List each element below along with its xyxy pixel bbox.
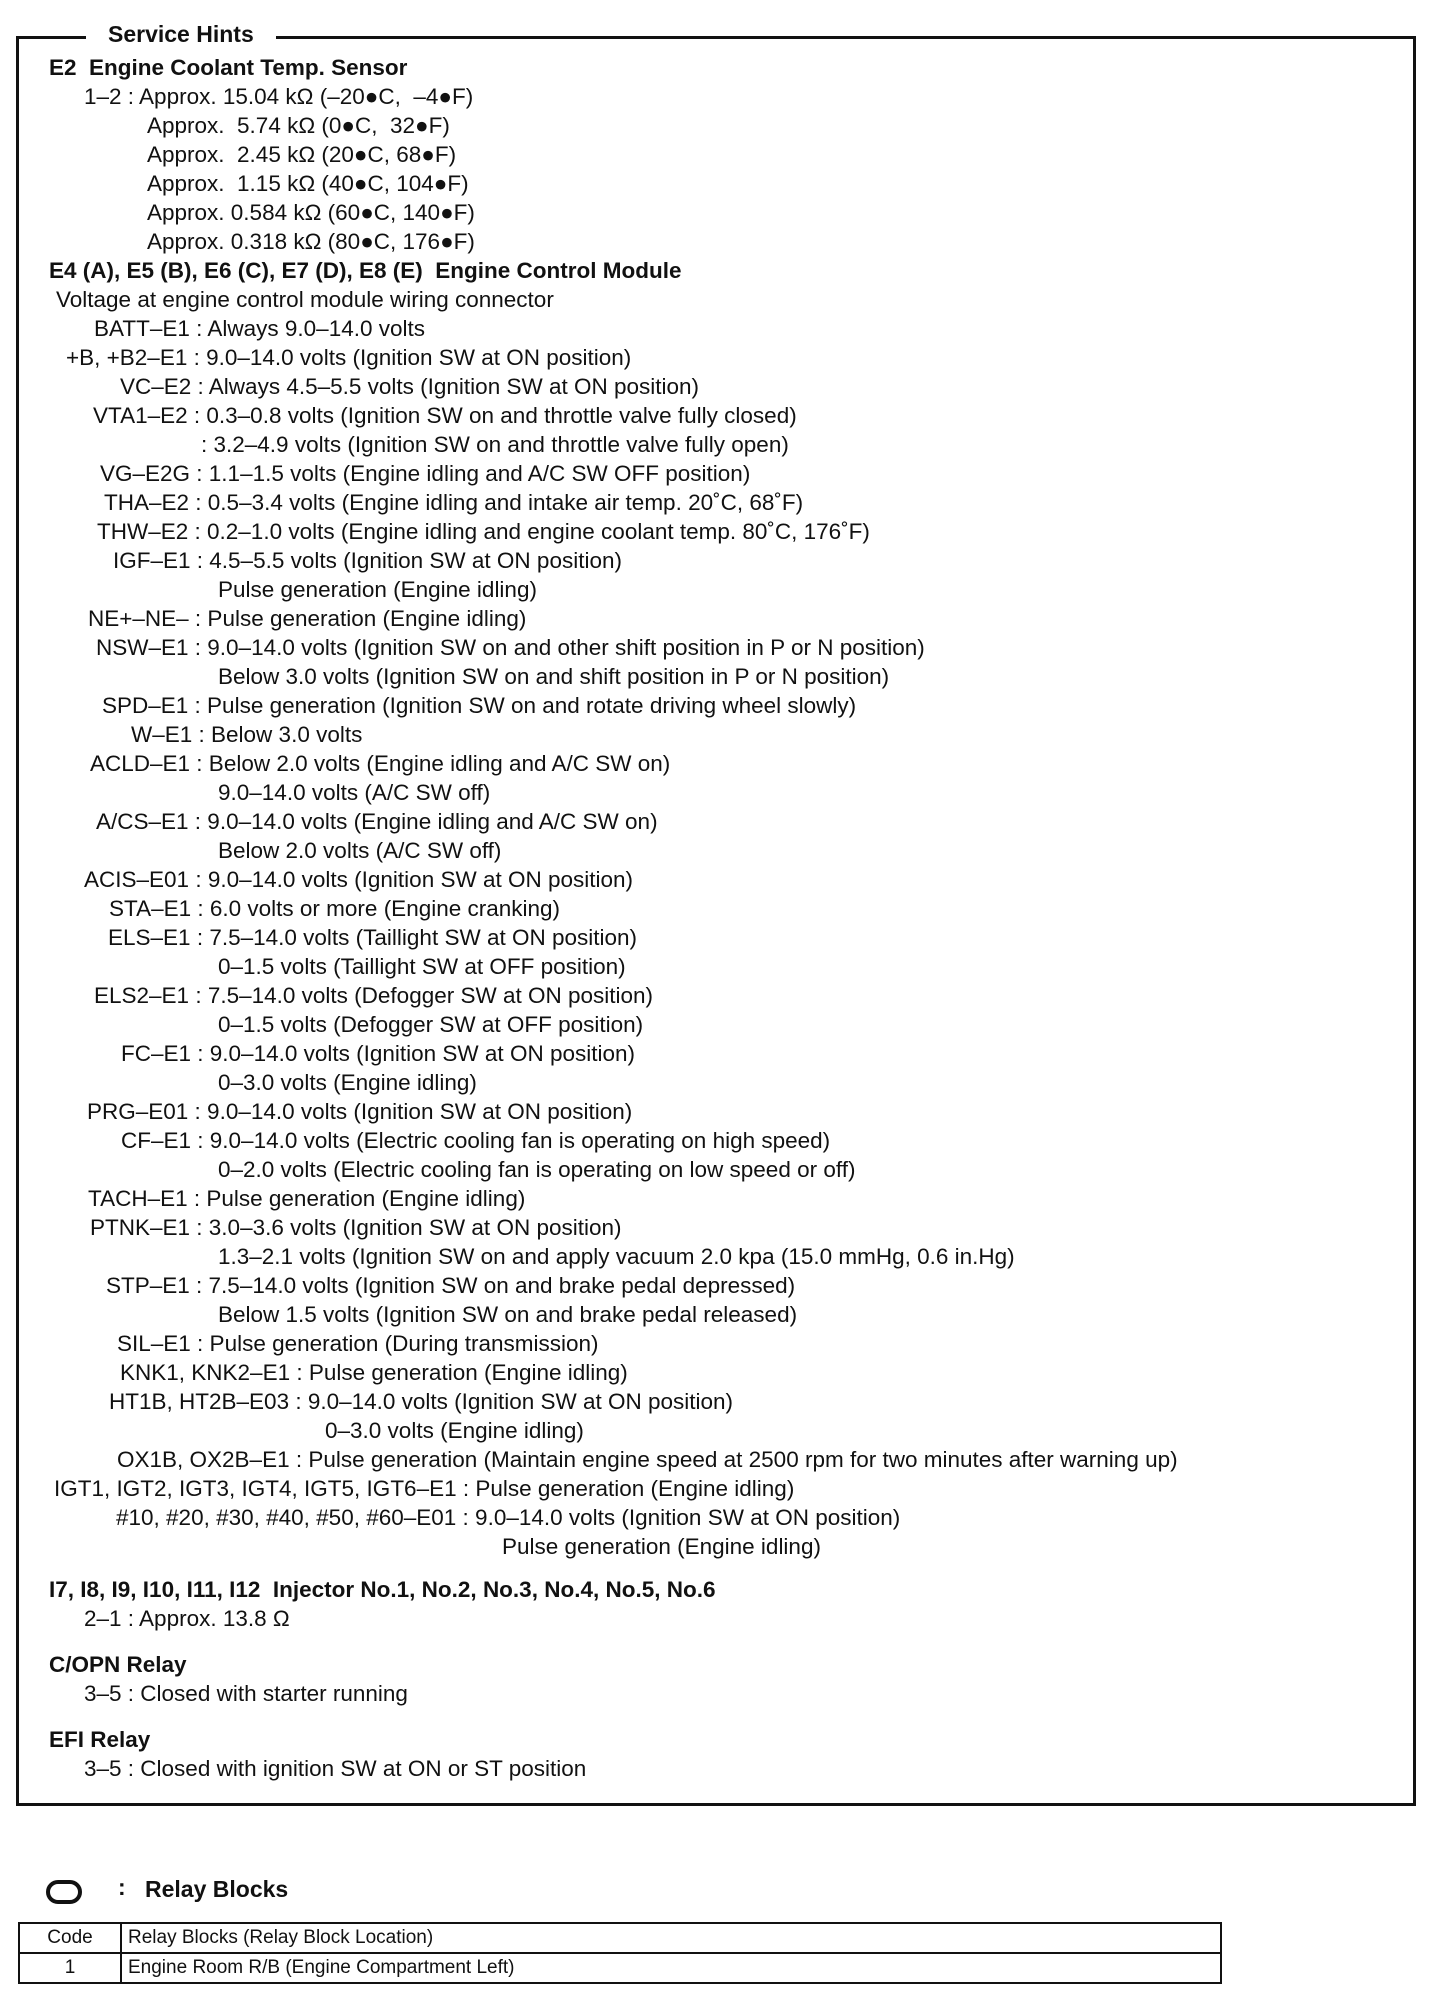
hint-line: HT1B, HT2B–E03 : 9.0–14.0 volts (Ignition SW at ON position): [109, 1389, 734, 1414]
section-heading: E4 (A), E5 (B), E6 (C), E7 (D), E8 (E) Engine Control Module: [49, 258, 682, 283]
hint-line: Approx. 5.74 kΩ (0●C, 32●F): [147, 113, 450, 138]
hint-line: VG–E2G : 1.1–1.5 volts (Engine idling and A/C SW OFF position): [100, 461, 751, 486]
hint-line: 3–5 : Closed with ignition SW at ON or ST position: [84, 1756, 587, 1781]
hint-line: THA–E2 : 0.5–3.4 volts (Engine idling and intake air temp. 20˚C, 68˚F): [104, 490, 804, 515]
hint-line: SIL–E1 : Pulse generation (During transmission): [117, 1331, 599, 1356]
hint-line: Pulse generation (Engine idling): [502, 1534, 821, 1559]
hint-line: STP–E1 : 7.5–14.0 volts (Ignition SW on and brake pedal depressed): [106, 1273, 796, 1298]
hint-line: 2–1 : Approx. 13.8 Ω: [84, 1606, 290, 1631]
hint-line: Below 2.0 volts (A/C SW off): [218, 838, 502, 863]
hint-line: PRG–E01 : 9.0–14.0 volts (Ignition SW at ON position): [87, 1099, 633, 1124]
hint-line: THW–E2 : 0.2–1.0 volts (Engine idling and engine coolant temp. 80˚C, 176˚F): [97, 519, 870, 544]
hint-line: VC–E2 : Always 4.5–5.5 volts (Ignition SW at ON position): [120, 374, 700, 399]
section-heading: I7, I8, I9, I10, I11, I12 Injector No.1, No.2, No.3, No.4, No.5, No.6: [49, 1577, 716, 1602]
table-header-row: [19, 1923, 1221, 1953]
relay-legend-label: Relay Blocks: [145, 1876, 289, 1902]
hint-line: +B, +B2–E1 : 9.0–14.0 volts (Ignition SW at ON position): [66, 345, 632, 370]
hint-line: NE+–NE– : Pulse generation (Engine idling): [88, 606, 527, 631]
hint-line: Below 3.0 volts (Ignition SW on and shift position in P or N position): [218, 664, 890, 689]
hint-line: IGT1, IGT2, IGT3, IGT4, IGT5, IGT6–E1 : Pulse generation (Engine idling): [54, 1476, 795, 1501]
hint-line: 0–3.0 volts (Engine idling): [325, 1418, 584, 1443]
relay-code-cell: 1: [19, 1953, 121, 1983]
hint-line: KNK1, KNK2–E1 : Pulse generation (Engine idling): [120, 1360, 628, 1385]
hint-line: STA–E1 : 6.0 volts or more (Engine cranking): [109, 896, 561, 921]
hint-line: Approx. 2.45 kΩ (20●C, 68●F): [147, 142, 457, 167]
hint-line: IGF–E1 : 4.5–5.5 volts (Ignition SW at ON position): [113, 548, 622, 573]
hint-line: 0–1.5 volts (Taillight SW at OFF position): [218, 954, 626, 979]
hint-line: 9.0–14.0 volts (A/C SW off): [218, 780, 491, 805]
hint-line: Pulse generation (Engine idling): [218, 577, 537, 602]
hint-line: PTNK–E1 : 3.0–3.6 volts (Ignition SW at ON position): [90, 1215, 622, 1240]
hint-line: ELS–E1 : 7.5–14.0 volts (Taillight SW at ON position): [108, 925, 638, 950]
section-heading: EFI Relay: [49, 1727, 151, 1752]
hint-line: Approx. 0.584 kΩ (60●C, 140●F): [147, 200, 475, 225]
section-heading: E2 Engine Coolant Temp. Sensor: [49, 55, 408, 80]
hint-line: BATT–E1 : Always 9.0–14.0 volts: [94, 316, 425, 341]
service-hints-title: Service Hints: [86, 20, 276, 48]
hint-line: FC–E1 : 9.0–14.0 volts (Ignition SW at ON position): [121, 1041, 635, 1066]
column-header-location: Relay Blocks (Relay Block Location): [121, 1923, 1221, 1953]
column-header-code: Code: [19, 1923, 121, 1953]
relay-block-oval-icon: [46, 1880, 82, 1904]
hint-line: 0–1.5 volts (Defogger SW at OFF position): [218, 1012, 644, 1037]
hint-line: A/CS–E1 : 9.0–14.0 volts (Engine idling and A/C SW on): [96, 809, 658, 834]
hint-line: TACH–E1 : Pulse generation (Engine idling): [88, 1186, 526, 1211]
hint-line: #10, #20, #30, #40, #50, #60–E01 : 9.0–14.0 volts (Ignition SW at ON position): [116, 1505, 901, 1530]
hint-line: CF–E1 : 9.0–14.0 volts (Electric cooling fan is operating on high speed): [121, 1128, 831, 1153]
hint-line: VTA1–E2 : 0.3–0.8 volts (Ignition SW on and throttle valve fully closed): [93, 403, 797, 428]
hint-line: 1–2 : Approx. 15.04 kΩ (–20●C, –4●F): [84, 84, 474, 109]
relay-location-cell: Engine Room R/B (Engine Compartment Left): [121, 1953, 1221, 1983]
hint-line: 3–5 : Closed with starter running: [84, 1681, 408, 1706]
section-heading: C/OPN Relay: [49, 1652, 187, 1677]
hint-line: 1.3–2.1 volts (Ignition SW on and apply vacuum 2.0 kpa (15.0 mmHg, 0.6 in.Hg): [218, 1244, 1015, 1269]
hint-line: : 3.2–4.9 volts (Ignition SW on and throttle valve fully open): [201, 432, 789, 457]
hint-line: Approx. 0.318 kΩ (80●C, 176●F): [147, 229, 475, 254]
hint-line: NSW–E1 : 9.0–14.0 volts (Ignition SW on and other shift position in P or N position): [96, 635, 925, 660]
hint-line: 0–2.0 volts (Electric cooling fan is operating on low speed or off): [218, 1157, 856, 1182]
relay-block-table: [18, 1922, 1222, 1984]
table-row: [19, 1953, 1221, 1983]
hint-line: ELS2–E1 : 7.5–14.0 volts (Defogger SW at ON position): [94, 983, 654, 1008]
hint-line: SPD–E1 : Pulse generation (Ignition SW on and rotate driving wheel slowly): [102, 693, 857, 718]
hint-line: Approx. 1.15 kΩ (40●C, 104●F): [147, 171, 469, 196]
hint-line: ACLD–E1 : Below 2.0 volts (Engine idling and A/C SW on): [90, 751, 671, 776]
hint-line: Voltage at engine control module wiring connector: [56, 287, 554, 312]
hint-line: 0–3.0 volts (Engine idling): [218, 1070, 477, 1095]
hint-line: OX1B, OX2B–E1 : Pulse generation (Maintain engine speed at 2500 rpm for two minutes after warning up): [117, 1447, 1178, 1472]
hint-line: Below 1.5 volts (Ignition SW on and brake pedal released): [218, 1302, 798, 1327]
relay-legend-colon: :: [118, 1874, 126, 1900]
hint-line: W–E1 : Below 3.0 volts: [131, 722, 363, 747]
hint-line: ACIS–E01 : 9.0–14.0 volts (Ignition SW at ON position): [84, 867, 634, 892]
